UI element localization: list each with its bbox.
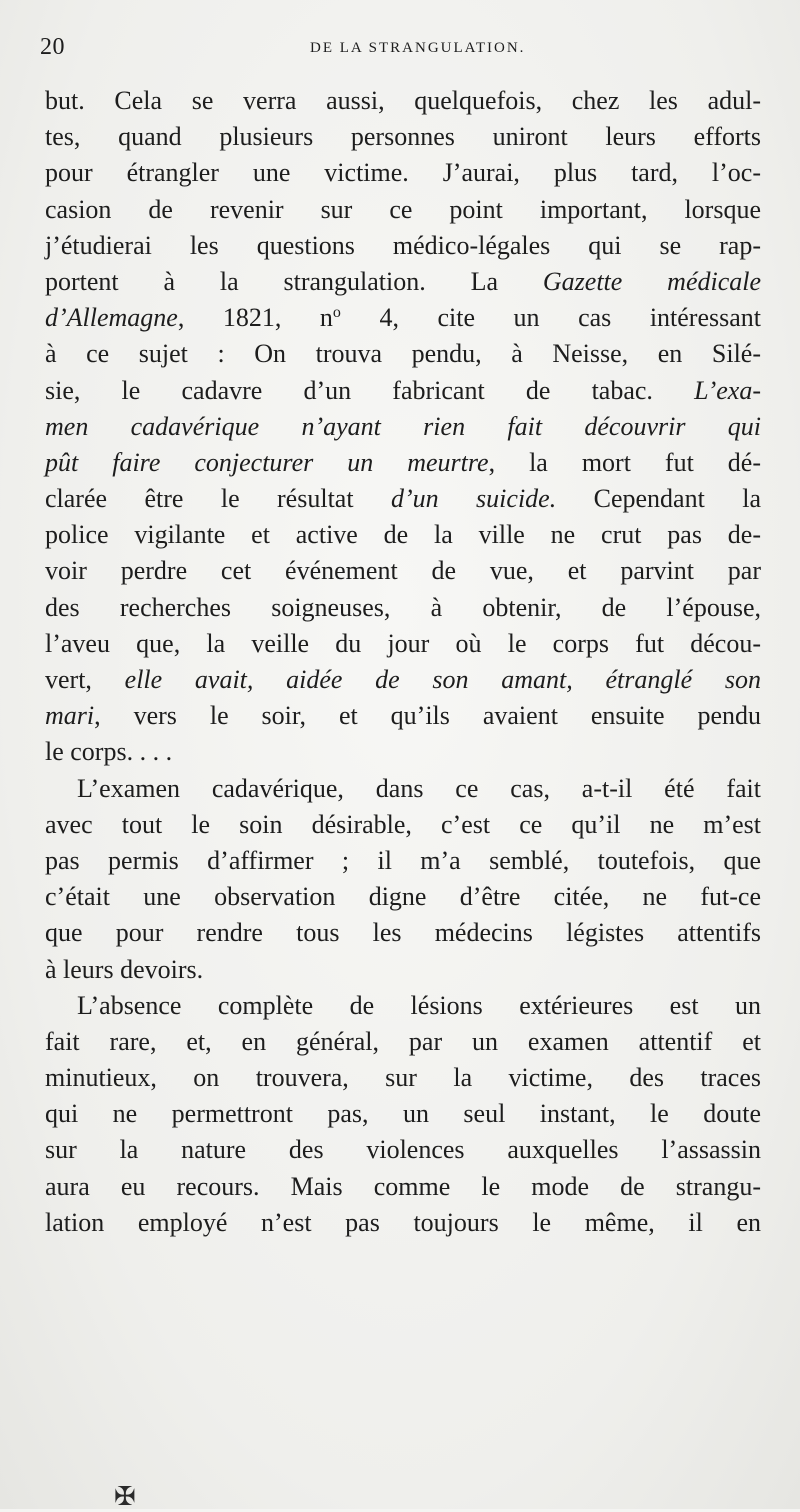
text-line: [45, 481, 761, 517]
text-line: [45, 662, 761, 698]
text-run: c’était une observation digne d’être citée, ne fut-ce: [45, 882, 761, 912]
text-line: [45, 192, 761, 228]
text-line: [45, 119, 761, 155]
text-run: fait rare, et, en général, par un examen attentif et: [45, 1026, 761, 1056]
text-run: vert,: [45, 665, 125, 694]
text-line: [45, 1096, 761, 1132]
text-run: pour étrangler une victime. J’aurai, plus tard, l’oc-: [45, 158, 761, 188]
text-run: 4, cite un cas intéressant: [340, 303, 762, 333]
italic-text: mari: [45, 701, 95, 731]
text-line: [45, 228, 761, 264]
running-head: DE LA STRANGULATION.: [310, 40, 526, 56]
text-run: aura eu recours. Mais comme le mode de strangu-: [45, 1171, 761, 1201]
italic-text: pût faire conjecturer un meurtre: [45, 447, 489, 477]
text-run: L’examen cadavérique, dans ce cas, a-t-il été fait: [77, 773, 761, 803]
text-run: des recherches soigneuses, à obtenir, de l’épouse,: [45, 592, 761, 622]
text-line: [45, 698, 761, 734]
text-line: [45, 879, 761, 915]
text-run: à leurs devoirs.: [45, 954, 204, 984]
text-line: [45, 336, 761, 372]
text-run: sie, le cadavre d’un fabricant de tabac.: [45, 375, 695, 405]
text-line: [45, 155, 761, 191]
text-run: , vers le soir, et qu’ils avaient ensuite pendu: [94, 701, 761, 731]
text-run: avec tout le soin désirable, c’est ce qu’il ne m’est: [45, 809, 761, 839]
text-line: [45, 300, 761, 336]
text-line: [45, 771, 761, 807]
text-run: j’étudierai les questions médico-légales qui se rap-: [45, 230, 761, 260]
text-line: [45, 83, 761, 119]
text-run: L’absence complète de lésions extérieures est un: [77, 990, 761, 1020]
superscript: o: [332, 304, 341, 322]
text-line: [45, 553, 761, 589]
italic-text: d’Allemagne: [45, 303, 178, 333]
text-line: [45, 517, 761, 553]
text-run: Cependant la: [556, 484, 762, 514]
text-run: police vigilante et active de la ville ne crut pas de-: [45, 520, 761, 550]
text-line: [45, 1132, 761, 1168]
text-run: l’aveu que, la veille du jour où le corps fut décou-: [45, 628, 761, 658]
text-line: [45, 1205, 761, 1241]
text-run: que pour rendre tous les médecins légistes attentifs: [45, 918, 761, 948]
text-run: pas permis d’affirmer ; il m’a semblé, toutefois, que: [45, 845, 761, 875]
page-header: [40, 34, 760, 64]
text-run: , la mort fut dé-: [488, 447, 761, 477]
italic-text: d’un suicide.: [390, 484, 557, 514]
text-line: [45, 590, 761, 626]
text-run: casion de revenir sur ce point important, lorsque: [45, 194, 761, 224]
text-run: minutieux, on trouvera, sur la victime, des traces: [45, 1063, 761, 1093]
text-run: le corps. . . .: [45, 737, 173, 767]
text-run: à ce sujet : On trouva pendu, à Neisse, en Silé-: [45, 339, 761, 369]
text-run: lation employé n’est pas toujours le même, il en: [45, 1207, 761, 1237]
text-line: [45, 373, 761, 409]
text-run: tes, quand plusieurs personnes uniront leurs efforts: [45, 122, 761, 152]
page-number: 20: [40, 34, 65, 60]
italic-text: L’exa-: [694, 375, 761, 405]
text-line: [45, 626, 761, 662]
text-run: but. Cela se verra aussi, quelquefois, chez les adul-: [45, 86, 761, 115]
text-line: [45, 988, 761, 1024]
text-line: [45, 1169, 761, 1205]
text-run: portent à la strangulation. La: [45, 266, 543, 296]
text-run: clarée être le résultat: [45, 484, 391, 514]
text-line: [45, 1024, 761, 1060]
text-line: [45, 1060, 761, 1096]
text-line: [45, 843, 761, 879]
body-text: [45, 83, 761, 1241]
italic-text: Gazette médicale: [542, 266, 762, 296]
text-line: [45, 409, 761, 445]
text-line: [45, 734, 761, 770]
text-line: [45, 915, 761, 951]
text-line: [45, 264, 761, 300]
text-run: qui ne permettront pas, un seul instant, le doute: [45, 1099, 761, 1129]
printer-mark: ✠: [114, 1482, 136, 1511]
italic-text: elle avait, aidée de son amant, étranglé son: [124, 665, 761, 694]
text-line: [45, 445, 761, 481]
text-run: voir perdre cet événement de vue, et parvint par: [45, 556, 761, 586]
text-run: , 1821, n: [177, 303, 333, 333]
text-line: [45, 952, 761, 988]
italic-text: men cadavérique n’ayant rien fait découvrir qui: [45, 411, 761, 441]
text-line: [45, 807, 761, 843]
text-run: sur la nature des violences auxquelles l’assassin: [45, 1135, 761, 1165]
